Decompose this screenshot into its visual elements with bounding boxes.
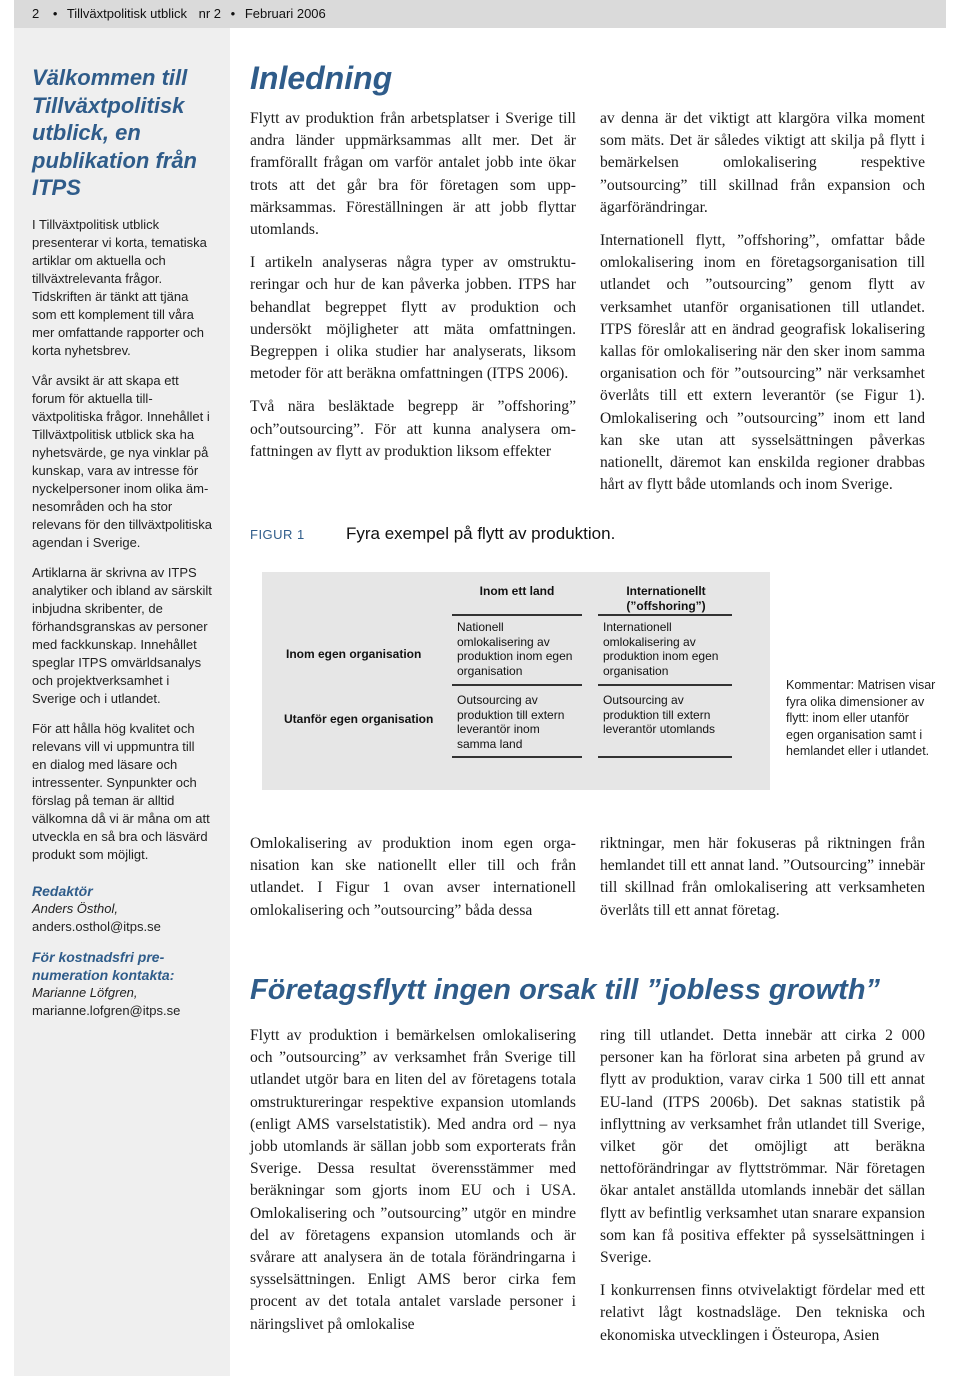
article-column-left [250, 1025, 576, 1336]
body-paragraph: Två nära besläktade begrepp är ”offshoring” och”outsourcing”. För att kunna analysera omfattningen av flytt av produktion liksom effekter [250, 398, 576, 460]
matrix-cell: Internationell omlokalisering av produktion inom egen organisation [603, 620, 719, 678]
editor-label: Redaktör [32, 882, 93, 899]
sidebar-title: Välkommen till Tillväxtpolitisk utblick, en publikation från ITPS [32, 65, 197, 200]
matrix-cell: Outsourcing av produktion till extern leverantör utomlands [603, 693, 716, 736]
matrix-rule [452, 684, 582, 686]
issue-date: Februari 2006 [244, 6, 326, 21]
editor-name: Anders Östhol, [32, 900, 118, 916]
post-figure-column-right [600, 833, 925, 922]
intro-column-right [600, 108, 925, 496]
subscription-email-link[interactable]: marianne.lofgren@itps.se [32, 1002, 181, 1018]
post-figure-column-left [250, 833, 576, 922]
figure-matrix [262, 572, 770, 790]
matrix-rule [452, 756, 582, 758]
matrix-column-header: Inom ett land [479, 584, 555, 598]
subscription-name: Marianne Löfgren, [32, 984, 138, 1000]
page-number: 2 [32, 6, 40, 21]
matrix-rule [598, 684, 732, 686]
body-paragraph: Internationell flytt, ”offshoring”, omfattar både omlokalisering inom en företagsorganisation till utlandet och ”outsourcing” genom flytt av verksamhet utanför organisationen till utlandet. ITPS föreslår att en ändrad geografisk lokalisering kallas för omlokalisering när den sker inom samma organisation och för ”outsourcing” när verksamhet överlåts till ett extern leverantör (se Figur 1). Omlokalisering och ”outsourcing” inom ett land kan ske utan att sysselsättningen påverkas nationellt, däremot kan enskilda regioner drabbas hårt av flytt både utomlands och inom Sverige. [600, 232, 925, 494]
matrix-cell: Nationell omlokalisering av produktion inom egen organisation [457, 620, 573, 678]
intro-heading: Inledning [250, 60, 393, 96]
body-paragraph: Flytt av produktion i bemärkelsen omlokalisering och ”outsourcing” av verksamhet från Sverige till utlandet utgör bara en liten del av företagens totala omstruktureringar respektive expansion utomlands (enligt AMS varselstatistik). Med andra ord – nya jobb utomlands är sällan jobb som exporterats från Sverige. Dessa resultat överensstämmer med beräkningar som gjorts inom EU och i USA. Omlokalisering och ”outsourcing” utgör en mindre del av företagens expansion utomlands och är svårare att analysera än de totala förändringarna i sysselsättningen. Enligt AMS beror cirka fem procent av det totala antalet varslade personer i näringslivet på omlokalise [250, 1027, 576, 1333]
figure-title: Fyra exempel på flytt av produktion. [346, 524, 616, 543]
body-paragraph: I konkurrensen finns otvivelaktigt fördelar med ett relativt lågt kostnadsläge. Den tekniska och ekonomiska utvecklingen i Östeuropa, Asien [600, 1282, 925, 1344]
matrix-row-header: Utanför egen organisation [284, 712, 434, 726]
figure-label: FIGUR 1 [250, 527, 305, 542]
figure-comment: Kommentar: Matrisen visar fyra olika dimensioner av flytt: inom eller utanför egen organisation samt i hemlandet eller i utlandet. [786, 678, 936, 758]
body-paragraph: Omlokalisering av produktion inom egen organisation kan ske nationellt eller till och från utlandet. I Figur 1 ovan avser internationell omlokalisering och ”outsourcing” båda dessa [250, 835, 576, 919]
issue-number: nr 2 [198, 6, 222, 21]
subscription-block [32, 948, 212, 1020]
sidebar-content [32, 64, 212, 1032]
matrix-rule [452, 614, 582, 616]
sidebar-paragraph: Artiklarna är skrivna av ITPS analytiker och ibland av särskilt inbjudna skribenter, de förhandsgranskas av personer med fackkunskap. Innehållet speglar ITPS omvärldsanalys och projektverksamhet i Sverige och i utlandet. [32, 564, 212, 706]
sidebar-paragraph: För att hålla hög kvalitet och relevans vill vi uppmuntra till en dialog med läsare och intressenter. Synpunkter och förslag på teman är alltid välkomna då vi är måna om att utveckla en så bra och läsvärd produkt som möjligt. [32, 720, 210, 862]
subscription-label: För kostnadsfri prenumeration kontakta: [32, 948, 175, 983]
sidebar [14, 28, 230, 1376]
sidebar-paragraph: I Tillväxtpolitisk utblick presenterar vi korta, tematiska artiklar om aktuella och tillväxtrelevanta frågor. Tidskriften är tänkt att tjäna som ett komplement till våra mer omfattande rapporter och korta nyhetsbrev. [32, 216, 207, 358]
header-separator: • [52, 6, 58, 21]
matrix-row-header: Inom egen organisation [286, 647, 422, 661]
body-paragraph: Flytt av produktion från arbetsplatser i Sverige till andra länder uppmärksammas allt mer. Det är framförallt frågan om varför antalet jobb inte ökar trots att det går bra för företagen som uppmärksammas. Föreställningen är att jobb flyttar utomlands. [250, 110, 576, 239]
article-column-right [600, 1025, 925, 1347]
matrix-rule [598, 756, 732, 758]
editor-email-link[interactable]: anders.osthol@itps.se [32, 918, 161, 934]
header-separator: • [230, 6, 236, 21]
body-paragraph: ring till utlandet. Detta innebär att cirka 2 000 personer kan ha förlorat sina arbeten på grund av flytt av produktion, varav cirka 1 500 till ett annat EU-land (ITPS 2006b). Det saknas statistik på inflyttning av verksamhet från utlandet till Sverige, vilket gör det omöjligt att beräkna nettoförändringar av flyttströmmar. När företagen ökar antalet anställda utomlands innebär det sällan flytt av befintlig verksamhet utan snarare expansion som kan få positiva effekter på sysselsättningen i Sverige. [600, 1027, 925, 1267]
matrix-rule [598, 614, 732, 616]
intro-column-left [250, 108, 576, 463]
body-paragraph: av denna är det viktigt att klargöra vilka moment som mäts. Det är således viktigt att skilja på flytt i bemärkelsen omlokalisering respektive ”outsourcing” till skillnad från expansion och ägarförändringar. [600, 110, 925, 216]
matrix-cell: Outsourcing av produktion till extern leverantör inom samma land [457, 693, 565, 751]
editor-block [32, 882, 212, 936]
article-heading: Företagsflytt ingen orsak till ”jobless growth” [250, 974, 881, 1006]
body-paragraph: riktningar, men här fokuseras på riktningen från hemlandet till ett annat land. ”Outsourcing” innebär till skillnad från omlokalisering att verksamheten överlåts till ett annat företag. [600, 835, 925, 919]
sidebar-paragraph: Vår avsikt är att skapa ett forum för aktuella tillväxtpolitiska frågor. Innehållet i Tillväxtpolitisk utblick ska ha nyhetsvärde, ge nya vinklar på kunskap, vara av intresse för nyckelpersoner inom olika ämnesområden och ha stor relevans för den tillväxtpolitiska agendan i Sverige. [32, 372, 212, 550]
publication-name: Tillväxtpolitisk utblick [66, 6, 187, 21]
running-header [14, 0, 946, 28]
matrix-column-header: Internationellt (”offshoring”) [626, 584, 706, 613]
body-paragraph: I artikeln analyseras några typer av omstruktureringar och hur de kan påverka jobben. ITPS har behandlat begreppet flytt av produktion och undersökt möjligheter att mäta omfattningen. Begreppen i olika studier har analyserats, liksom metoder för att beräkna omfattningen (ITPS 2006). [250, 254, 576, 383]
